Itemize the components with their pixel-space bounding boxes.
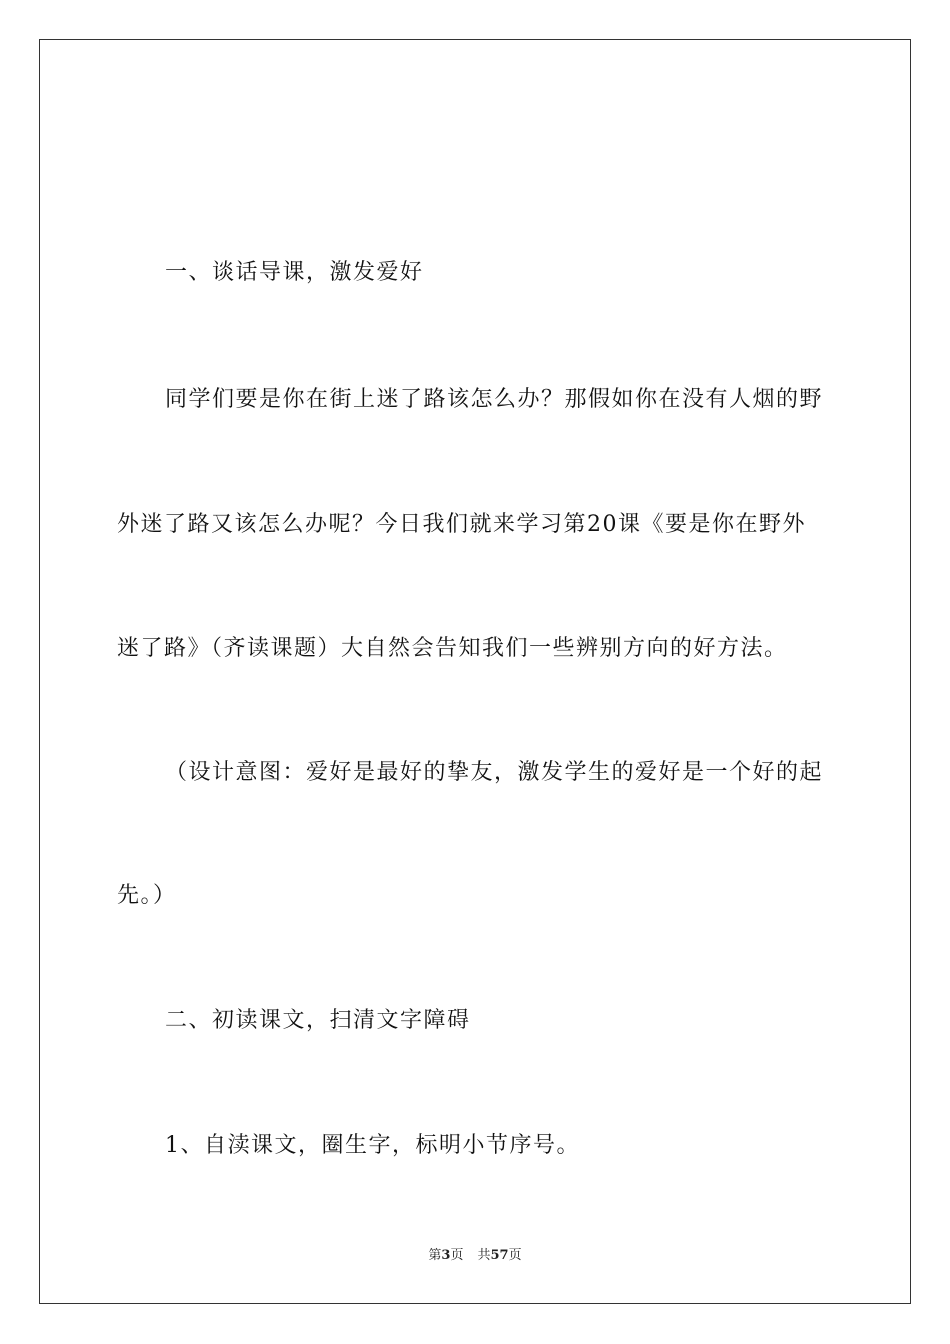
design-note-line: （设计意图：爱好是最好的挚友，激发学生的爱好是一个好的起 [165, 760, 824, 785]
page-number: 3 [441, 1248, 451, 1263]
list-item: 1、自渎课文，圈生字，标明小节序号。 [165, 1133, 580, 1158]
section-heading-1: 一、谈话导课，激发爱好 [165, 260, 424, 285]
page-border [39, 39, 911, 1304]
total-prefix: 共 [477, 1248, 491, 1263]
design-note-line: 先。） [117, 883, 177, 908]
paragraph-line: 迷了路》（齐读课题）大自然会告知我们一些辨别方向的好方法。 [117, 636, 788, 661]
page-suffix: 页 [450, 1248, 464, 1263]
paragraph-line: 外迷了路又该怎么办呢？今日我们就来学习第20课《要是你在野外 [117, 512, 806, 537]
total-pages: 57 [490, 1248, 509, 1263]
total-suffix: 页 [508, 1248, 522, 1263]
page-prefix: 第 [428, 1248, 442, 1263]
paragraph-line: 同学们要是你在街上迷了路该怎么办？那假如你在没有人烟的野 [165, 387, 824, 412]
section-heading-2: 二、初读课文，扫清文字障碍 [165, 1008, 471, 1033]
page-footer [0, 1247, 950, 1265]
